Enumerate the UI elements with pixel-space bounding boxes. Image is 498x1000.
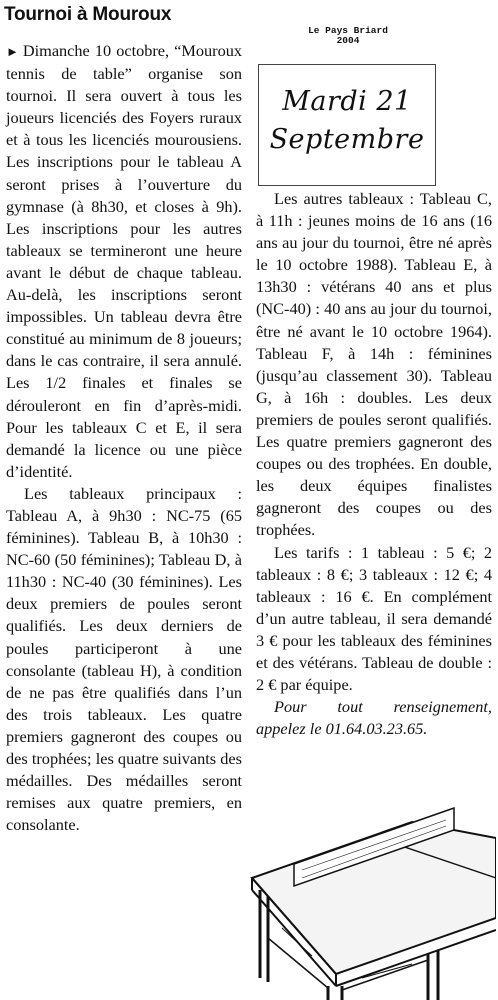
article-headline: Tournoi à Mouroux [4,4,172,25]
main-tables-paragraph: Les tableaux principaux : Tableau A, à 9h30 : NC-75 (65 féminines). Tableau B, à 10h30 : NC-60 (50 féminines); Tableau D, à 11h30 : NC-40 (30 féminines). Les deux premiers de poules seront qualifiés. Les deux derniers de poules participeront à une consolante (tableau H), à condition de ne pas être qualifiés dans l’un des trois tableaux. Les quatre premiers gagneront des coupes ou des trophées; les quatre suivants des médailles. Des médailles seront remises aux quatre premiers, en consolante. [6,483,242,835]
fees-paragraph: Les tarifs : 1 tableau : 5 €; 2 tableaux : 8 €; 3 tableaux : 12 €; 4 tableaux : 16 €. En complément d’un autre tableau, il sera demandé 3 € pour les tableaux des féminines et des vétérans. Tableau de double : 2 € par équipe. [256,542,492,695]
date-line-2: Septembre [269,124,425,155]
contact-paragraph: Pour tout renseignement, appelez le 01.64.03.23.65. [256,697,492,739]
article-right-column [256,188,492,740]
intro-paragraph [6,40,242,483]
handwritten-date-box [258,64,436,186]
other-tables-paragraph: Les autres tableaux : Tableau C, à 11h : jeunes moins de 16 ans (16 ans au jour du tournoi, être né après le 10 octobre 1988). Tableau E, à 13h30 : vétérans 40 ans et plus (NC-40) : 40 ans au jour du tournoi, être né avant le 10 octobre 1964). Tableau F, à 14h : féminines (jusqu’au classement 30). Tableau G, à 16h : doubles. Les deux premiers de poules seront qualifiés. Les quatre premiers gagneront des coupes ou des trophées. En double, les deux équipes finalistes gagneront des coupes ou des trophées. [256,189,492,540]
date-line-1: Mardi 21 [282,86,412,117]
article-left-column [6,40,242,836]
bullet-arrow-icon: ► [6,44,19,59]
newspaper-year: 2004 [336,35,360,46]
newspaper-name: Le Pays Briard [308,25,388,36]
ping-pong-table-illustration [242,778,496,1000]
newspaper-source [294,26,402,46]
intro-text: Dimanche 10 octobre, “Mouroux tennis de table” organise son tournoi. Il sera ouvert à tous les joueurs licenciés des Foyers ruraux et à tous les licenciés mourousiens. Les inscriptions pour le tableau A seront prises à l’ouverture du gymnase (à 8h30, et closes à 9h). Les inscriptions pour les autres tableaux se termineront une heure avant le début de chaque tableau. Au-delà, les inscriptions seront impossibles. Un tableau devra être constitué au minimum de 8 joueurs; dans le cas contraire, il sera annulé. Les 1/2 finales et finales se dérouleront en fin d’après-midi. Pour les tableaux C et E, il sera demandé la licence ou une pièce d’identité. [6,41,242,481]
